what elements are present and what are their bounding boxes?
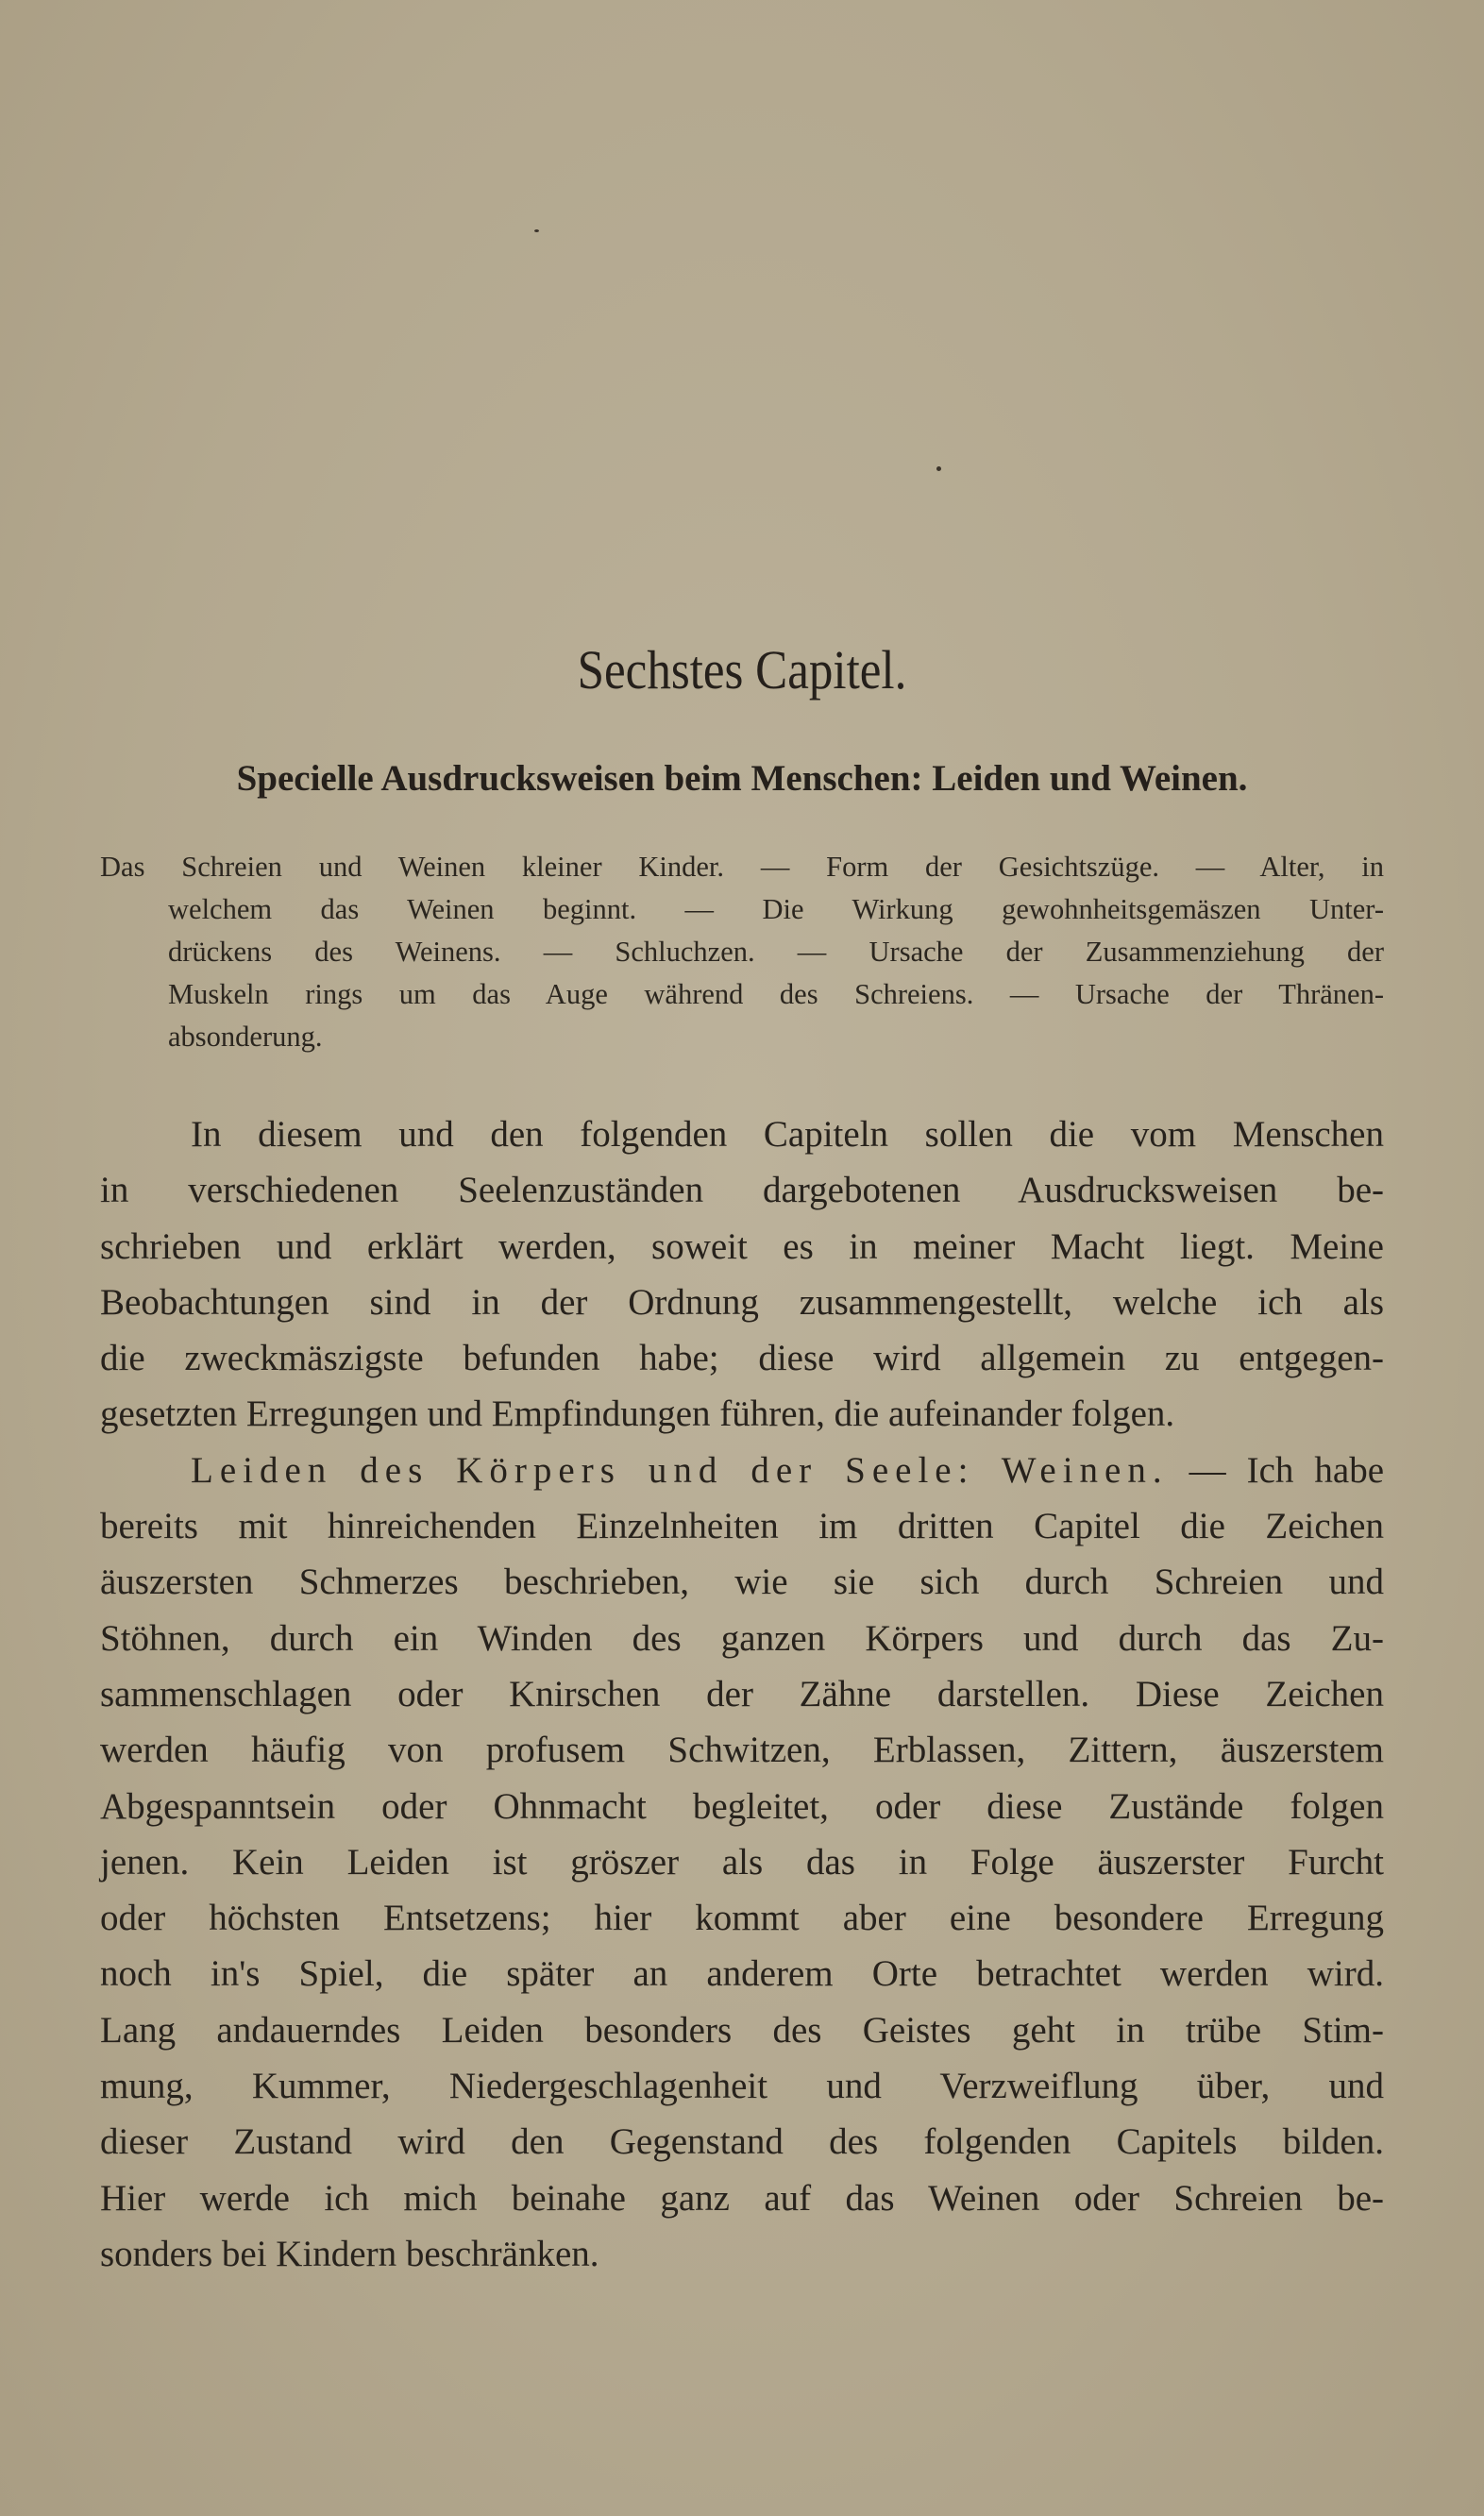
- paragraph-line: äuszersten Schmerzes beschrieben, wie sie sich durch Schreien und: [100, 1562, 1384, 1603]
- paragraph-line: Beobachtungen sind in der Ordnung zusammengestellt, welche ich als: [100, 1281, 1384, 1323]
- paragraph-line: In diesem und den folgenden Capiteln sollen die vom Menschen: [191, 1114, 1384, 1155]
- paragraph-line: dieser Zustand wird den Gegenstand des folgenden Capitels bilden.: [100, 2121, 1384, 2163]
- paragraph-line-rest: — Ich habe: [1189, 1449, 1385, 1491]
- paper-speck: [534, 229, 539, 232]
- chapter-title: Sechstes Capitel.: [577, 639, 907, 701]
- paragraph-line: oder höchsten Entsetzens; hier kommt aber eine besondere Erregung: [100, 1898, 1384, 1939]
- summary-line: Muskeln rings um das Auge während des Schreiens. — Ursache der Thränen-: [168, 978, 1384, 1010]
- paragraph-line: Stöhnen, durch ein Winden des ganzen Körpers und durch das Zu-: [100, 1617, 1384, 1659]
- paragraph-line: sonders bei Kindern beschränken.: [100, 2233, 599, 2274]
- paragraph-line: jenen. Kein Leiden ist gröszer als das in Folge äuszerster Furcht: [100, 1841, 1384, 1883]
- paragraph-line: die zweckmäszigste befunden habe; diese wird allgemein zu entgegen-: [100, 1338, 1384, 1379]
- paragraph-line: Hier werde ich mich beinahe ganz auf das Weinen oder Schreien be-: [100, 2177, 1384, 2219]
- summary-line: drückens des Weinens. — Schluchzen. — Ursache der Zusammenziehung der: [168, 936, 1384, 968]
- paper-speck: [936, 466, 941, 471]
- paragraph-line: werden häufig von profusem Schwitzen, Erblassen, Zittern, äuszerstem: [100, 1730, 1384, 1771]
- chapter-subtitle: Specielle Ausdrucksweisen beim Menschen: Leiden und Weinen.: [236, 758, 1248, 799]
- paragraph-line: Abgespanntsein oder Ohnmacht begleitet, oder diese Zustände folgen: [100, 1785, 1384, 1827]
- paragraph-line: Lang andauerndes Leiden besonders des Geistes geht in trübe Stim-: [100, 2009, 1384, 2051]
- body-text: [100, 1106, 1384, 2282]
- section-heading: Leiden des Körpers und der Seele: Weinen.: [191, 1449, 1169, 1491]
- summary-line: Das Schreien und Weinen kleiner Kinder. — Form der Gesichtszüge. — Alter, in: [100, 851, 1384, 883]
- paragraph-line: sammenschlagen oder Knirschen der Zähne darstellen. Diese Zeichen: [100, 1673, 1384, 1714]
- paragraph-line: mung, Kummer, Niedergeschlagenheit und Verzweiflung über, und: [100, 2066, 1384, 2107]
- summary-line: welchem das Weinen beginnt. — Die Wirkung gewohnheitsgemäszen Unter-: [168, 893, 1384, 925]
- paragraph-line: [100, 1443, 1384, 1498]
- paragraph-line: gesetzten Erregungen und Empfindungen führen, die aufeinander folgen.: [100, 1393, 1175, 1435]
- paragraph-line: bereits mit hinreichenden Einzelnheiten im dritten Capitel die Zeichen: [100, 1506, 1384, 1547]
- paragraph-line: schrieben und erklärt werden, soweit es in meiner Macht liegt. Meine: [100, 1225, 1384, 1267]
- chapter-summary: [100, 846, 1384, 1058]
- paragraph-line: noch in's Spiel, die später an anderem Orte betrachtet werden wird.: [100, 1953, 1384, 1995]
- summary-line: absonderung.: [168, 1021, 323, 1053]
- paragraph-line: in verschiedenen Seelenzuständen dargebotenen Ausdrucksweisen be-: [100, 1170, 1384, 1211]
